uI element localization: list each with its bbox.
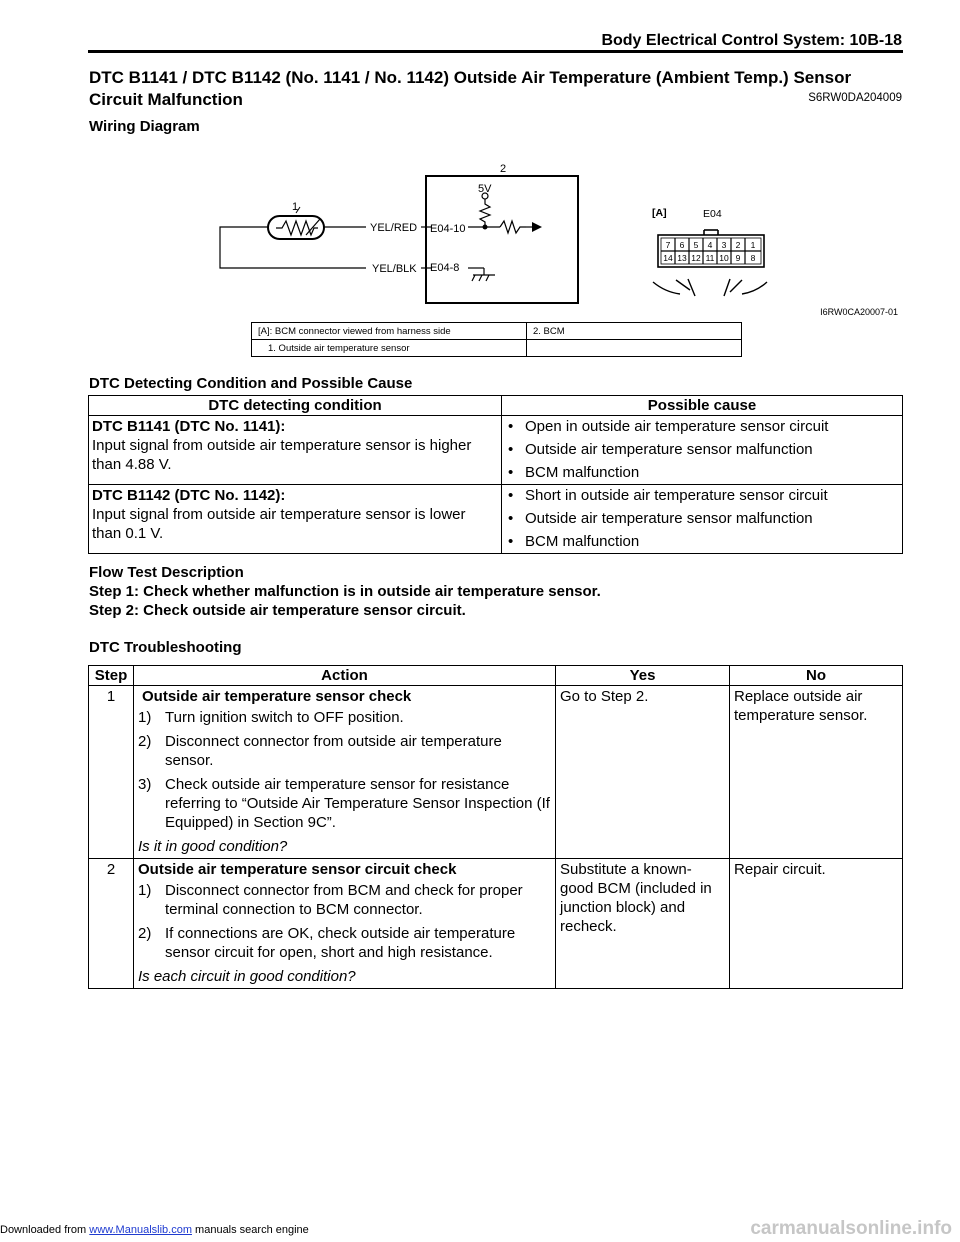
section-title: DTC B1141 / DTC B1142 (No. 1141 / No. 1142) Outside Air Temperature (Ambient Temp.) Sensor Circuit Malfunction	[89, 68, 852, 109]
connector-pin: 8	[750, 253, 756, 263]
voltage-label: 5V	[478, 183, 492, 195]
list-item: • Outside air temperature sensor malfunction	[505, 440, 899, 459]
signal-resistor-icon	[500, 221, 526, 233]
connector-pin: 13	[677, 253, 687, 263]
list-item: • Outside air temperature sensor malfunction	[505, 509, 899, 528]
step-question: Is it in good condition?	[138, 838, 288, 855]
figure-code: I6RW0CA20007-01	[820, 307, 898, 317]
cause-list	[505, 486, 899, 551]
action-list	[138, 881, 551, 962]
list-item	[138, 881, 551, 919]
dtc-code: DTC B1142 (DTC No. 1142):	[92, 487, 286, 504]
connector-pin: 4	[707, 240, 713, 250]
table-row	[89, 416, 903, 485]
dtc-condition: Input signal from outside air temperature sensor is lower than 0.1 V.	[92, 506, 466, 542]
flow-step-2: Step 2: Check outside air temperature sensor circuit.	[89, 602, 466, 619]
page-header-title: Body Electrical Control System: 10B-18	[601, 32, 902, 49]
col-no-header: No	[730, 666, 903, 686]
connector-pin: 12	[691, 253, 701, 263]
col-condition-header: DTC detecting condition	[89, 396, 502, 416]
connector-pin: 3	[721, 240, 727, 250]
legend-empty-cell	[527, 340, 742, 357]
yes-result: Substitute a known-good BCM (included in junction block) and recheck.	[556, 859, 730, 989]
connector-tag: [A]	[652, 207, 667, 219]
item-text: Check outside air temperature sensor for resistance referring to “Outside Air Temperature Sensor Inspection (If Equipped) in Section 9C”.	[165, 776, 550, 831]
callout-bcm: 2	[500, 163, 507, 175]
connector-pin: 11	[705, 253, 715, 263]
yes-result: Go to Step 2.	[556, 686, 730, 859]
connector-name: E04	[703, 208, 722, 220]
table-row	[89, 686, 903, 859]
watermark: carmanualsonline.info	[750, 1218, 952, 1239]
troubleshooting-heading: DTC Troubleshooting	[89, 639, 242, 656]
list-item: • Open in outside air temperature sensor circuit	[505, 417, 899, 436]
legend-item-bcm: 2. BCM	[527, 323, 742, 340]
step-number: 2	[89, 859, 134, 989]
pin-8-label: E04-8	[430, 262, 460, 274]
connector-pin: 1	[750, 240, 756, 250]
footer-suffix: manuals search engine	[195, 1224, 309, 1236]
list-item	[138, 924, 551, 962]
col-action-header: Action	[134, 666, 556, 686]
connector-pin: 14	[663, 253, 673, 263]
list-item: • BCM malfunction	[505, 532, 899, 551]
wire-blk-label: YEL/BLK	[372, 263, 417, 275]
table-row	[89, 859, 903, 989]
item-number: 1)	[138, 709, 152, 726]
item-text: Disconnect connector from outside air temperature sensor.	[165, 733, 502, 769]
item-number: 1)	[138, 882, 152, 899]
header-rule	[88, 50, 903, 53]
flow-heading: Flow Test Description	[89, 564, 244, 581]
item-number: 3)	[138, 776, 152, 793]
list-item	[138, 775, 551, 832]
junction-dot	[483, 225, 488, 230]
col-yes-header: Yes	[556, 666, 730, 686]
legend-item-sensor: 1. Outside air temperature sensor	[252, 340, 527, 357]
bcm-box	[426, 176, 578, 303]
list-item: • BCM malfunction	[505, 463, 899, 482]
wire-yel-blk	[220, 227, 366, 268]
step-question: Is each circuit in good condition?	[138, 968, 356, 985]
download-footer	[0, 1224, 309, 1236]
action-list	[138, 708, 551, 832]
footer-prefix: Downloaded from	[0, 1224, 87, 1236]
list-item	[138, 732, 551, 770]
no-result: Replace outside air temperature sensor.	[730, 686, 903, 859]
connector-pin: 7	[665, 240, 671, 250]
signal-arrow-icon	[532, 222, 542, 232]
dtc-code: DTC B1141 (DTC No. 1141):	[92, 418, 286, 435]
detecting-heading: DTC Detecting Condition and Possible Cause	[89, 375, 413, 392]
wiring-diagram	[200, 158, 800, 308]
item-number: 2)	[138, 733, 152, 750]
no-result: Repair circuit.	[730, 859, 903, 989]
flow-step-1: Step 1: Check whether malfunction is in outside air temperature sensor.	[89, 583, 601, 600]
table-row	[89, 485, 903, 554]
cause-list	[505, 417, 899, 482]
troubleshooting-table	[88, 665, 903, 989]
dtc-condition: Input signal from outside air temperature sensor is higher than 4.88 V.	[92, 437, 472, 473]
dtc-condition-table	[88, 395, 903, 554]
step-title: Outside air temperature sensor circuit check	[138, 861, 457, 878]
connector-pin: 2	[735, 240, 741, 250]
col-step-header: Step	[89, 666, 134, 686]
item-text: If connections are OK, check outside air temperature sensor circuit for open, short and high resistance.	[165, 925, 516, 961]
connector-pin: 10	[719, 253, 729, 263]
item-text: Disconnect connector from BCM and check for proper terminal connection to BCM connector.	[165, 882, 523, 918]
connector-pin: 5	[693, 240, 699, 250]
item-text: Turn ignition switch to OFF position.	[165, 709, 404, 726]
wire-red-label: YEL/RED	[370, 222, 418, 234]
pullup-resistor-icon	[480, 199, 490, 227]
col-cause-header: Possible cause	[502, 396, 903, 416]
wiring-diagram-heading: Wiring Diagram	[89, 118, 200, 135]
connector-pin: 9	[735, 253, 741, 263]
section-code: S6RW0DA204009	[808, 92, 902, 104]
manualslib-link[interactable]: www.Manualslib.com	[89, 1224, 192, 1236]
list-item	[138, 708, 551, 727]
item-number: 2)	[138, 925, 152, 942]
diagram-legend	[251, 322, 742, 357]
legend-item-connector: [A]: BCM connector viewed from harness side	[252, 323, 527, 340]
step-title: Outside air temperature sensor check	[142, 688, 412, 705]
connector-pin: 6	[679, 240, 685, 250]
callout-sensor: 1	[292, 201, 299, 213]
list-item: • Short in outside air temperature sensor circuit	[505, 486, 899, 505]
pin-10-label: E04-10	[430, 223, 466, 235]
step-number: 1	[89, 686, 134, 859]
